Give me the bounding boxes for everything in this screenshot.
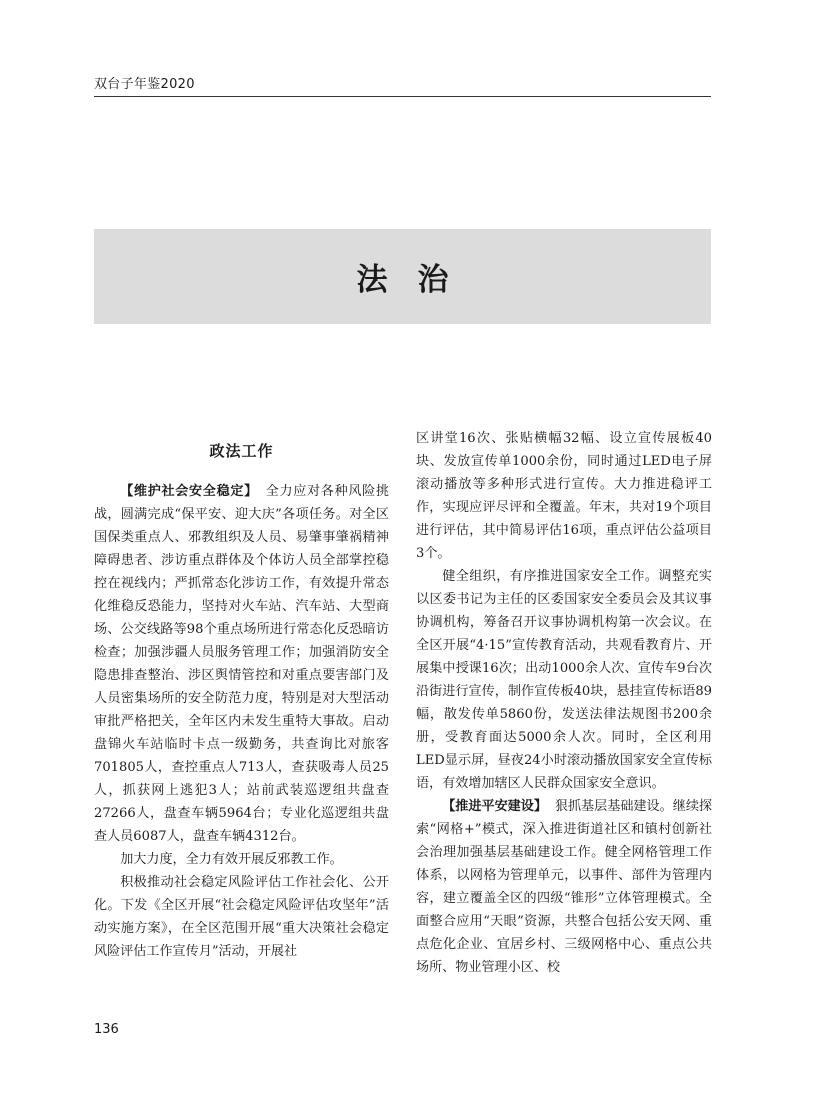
section-heading: 政法工作: [209, 442, 274, 460]
paragraph-risk-assessment: 积极推动社会稳定风险评估工作社会化、公开化。下发《全区开展“社会稳定风险评估攻坚年”活动实施方案》，在全区范围开展“重大决策社会稳定风险评估工作宣传月”活动，开展社: [94, 875, 389, 959]
chapter-title: 法治: [356, 262, 479, 298]
paragraph-lead-tag: 【维护社会安全稳定】: [120, 484, 258, 499]
page-number: 136: [94, 1022, 119, 1037]
chapter-banner: [94, 229, 711, 324]
left-column: [94, 440, 389, 963]
right-column: [416, 427, 712, 979]
paragraph-anti-cult: 加大力度，全力有效开展反邪教工作。: [120, 852, 343, 867]
header-rule: [94, 96, 711, 97]
paragraph-lead-tag: 【推进平安建设】: [442, 799, 547, 814]
paragraph-body: 狠抓基层基础建设。继续探索“网格+”模式，深入推进街道社区和镇村创新社会治理加强基层基础建设工作。健全网格管理工作体系，以网格为管理单元，以事件、部件为管理内容，建立覆盖全区的四级“锥形”立体管理模式。全面整合应用“天眼”资源，共整合包括公安天网、重点危化企业、宜居乡村、三级网格中心、重点公共场所、物业管理小区、校: [416, 799, 713, 975]
paragraph-risk-assessment-continued: 区讲堂16次、张贴横幅32幅、设立宣传展板40块、发放宣传单1000余份，同时通过LED电子屏滚动播放等多种形式进行宣传。大力推进稳评工作，实现应评尽评和全覆盖。年末，共对19个项目进行评估，其中简易评估16项，重点评估公益项目3个。: [416, 431, 712, 561]
paragraph-safe-construction: [416, 795, 712, 979]
paragraph-body: 全力应对各种风险挑战，圆满完成“保平安、迎大庆”各项任务。对全区国保类重点人、邪教组织及人员、易肇事肇祸精神障碍患者、涉访重点群体及个体访人员全部掌控稳控在视线内；严抓常态化涉访工作，有效提升常态化维稳反恐能力，坚持对火车站、汽车站、大型商场、公交线路等98个重点场所进行常态化反恐暗访检查；加强涉疆人员服务管理工作；加强消防安全隐患排查整治、涉区舆情管控和对重点要害部门及人员密集场所的安全防范力度，特别是对大型活动审批严格把关，全年区内未发生重特大事故。启动盘锦火车站临时卡点一级勤务，共查询比对旅客701805人，查控重点人713人，查获吸毒人员25人，抓获网上逃犯3人；站前武装巡逻组共盘查27266人，盘查车辆5964台；专业化巡逻组共盘查人员6087人，盘查车辆4312台。: [94, 484, 390, 844]
running-header: 双台子年鉴2020: [94, 77, 195, 92]
paragraph-maintain-stability: [94, 480, 389, 848]
paragraph-national-security: 健全组织，有序推进国家安全工作。调整充实以区委书记为主任的区委国家安全委员会及其议事协调机构，筹备召开议事协调机构第一次会议。在全区开展“4·15”宣传教育活动，共观看教育片、开展集中授课16次；出动1000余人次、宣传车9台次沿街进行宣传，制作宣传板40块，悬挂宣传标语89幅，散发传单5860份，发送法律法规图书200余册，受教育面达5000余人次。同时，全区利用LED显示屏，昼夜24小时滚动播放国家安全宣传标语，有效增加辖区人民群众国家安全意识。: [416, 569, 712, 791]
